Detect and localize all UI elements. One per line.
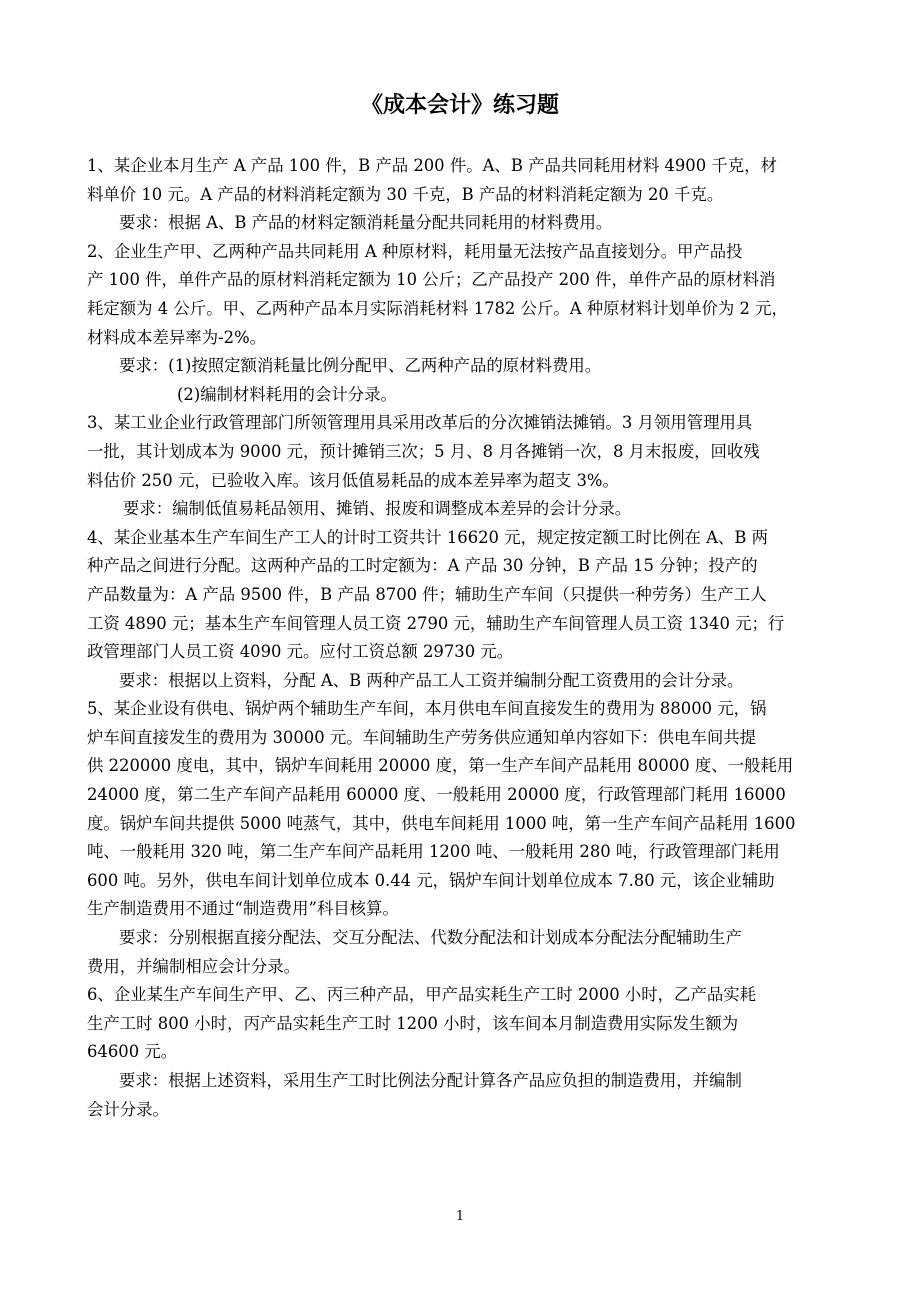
q3-requirement: 要求：编制低值易耗品领用、摊销、报废和调整成本差异的会计分录。 [123, 499, 632, 519]
q3-line-1: 3、某工业企业行政管理部门所领管理用具采用改革后的分次摊销法摊销。3 月领用管理用具 [87, 413, 753, 433]
page-number: 1 [455, 1209, 465, 1224]
q1-line-2: 料单价 10 元。A 产品的材料消耗定额为 30 千克，B 产品的材料消耗定额为 20 千克。 [87, 184, 724, 204]
q2-line-1: 2、企业生产甲、乙两种产品共同耗用 A 种原材料，耗用量无法按产品直接划分。甲产品投 [87, 241, 743, 261]
q6-line-3: 64600 元。 [87, 1042, 178, 1062]
q4-line-3: 产品数量为：A 产品 9500 件，B 产品 8700 件；辅助生产车间（只提供一种劳务）生产工人 [87, 584, 767, 604]
q2-line-2: 产 100 件，单件产品的原材料消耗定额为 10 公斤；乙产品投产 200 件，单件产品的原材料消 [87, 270, 776, 290]
q5-line-5: 度。锅炉车间共提供 5000 吨蒸气，其中，供电车间耗用 1000 吨，第一生产车间产品耗用 1600 [87, 813, 796, 833]
q2-line-4: 材料成本差异率为-2%。 [87, 327, 267, 347]
q6-line-1: 6、企业某生产车间生产甲、乙、丙三种产品，甲产品实耗生产工时 2000 小时，乙产品实耗 [87, 985, 757, 1005]
q6-requirement-1: 要求：根据上述资料，采用生产工时比例法分配计算各产品应负担的制造费用，并编制 [119, 1071, 742, 1090]
q2-requirement-1: 要求：(1)按照定额消耗量比例分配甲、乙两种产品的原材料费用。 [119, 356, 602, 376]
q5-requirement-1: 要求：分别根据直接分配法、交互分配法、代数分配法和计划成本分配法分配辅助生产 [119, 928, 742, 948]
q4-requirement: 要求：根据以上资料，分配 A、B 两种产品工人工资并编制分配工资费用的会计分录。 [119, 670, 744, 690]
q5-line-2: 炉车间直接发生的费用为 30000 元。车间辅助生产劳务供应通知单内容如下：供电车间共提 [87, 727, 757, 747]
q5-line-8: 生产制造费用不通过“制造费用”科目核算。 [87, 899, 399, 919]
q4-line-5: 政管理部门人员工资 4090 元。应付工资总额 29730 元。 [87, 642, 514, 662]
document-body [87, 152, 833, 1124]
q1-line-1: 1、某企业本月生产 A 产品 100 件，B 产品 200 件。A、B 产品共同耗用材料 4900 千克，材 [87, 156, 777, 175]
q2-line-3: 耗定额为 4 公斤。甲、乙两种产品本月实际消耗材料 1782 公斤。A 种原材料计划单价为 2 元， [87, 298, 788, 318]
q4-line-2: 种产品之间进行分配。这两种产品的工时定额为：A 产品 30 分钟，B 产品 15 分钟；投产的 [87, 556, 758, 576]
q5-line-6: 吨、一般耗用 320 吨，第二生产车间产品耗用 1200 吨、一般耗用 280 吨，行政管理部门耗用 [87, 842, 780, 862]
q1-requirement: 要求：根据 A、B 产品的材料定额消耗量分配共同耗用的材料费用。 [119, 213, 613, 233]
q4-line-4: 工资 4890 元；基本生产车间管理人员工资 2790 元，辅助生产车间管理人员工资 1340 元；行 [87, 613, 785, 633]
q5-requirement-2: 费用，并编制相应会计分录。 [87, 956, 301, 976]
q5-line-3: 供 220000 度电，其中，锅炉车间耗用 20000 度，第一生产车间产品耗用 80000 度、一般耗用 [87, 756, 794, 776]
q5-line-1: 5、某企业设有供电、锅炉两个辅助生产车间，本月供电车间直接发生的费用为 88000 元，锅 [87, 699, 767, 719]
q3-line-3: 料估价 250 元，已验收入库。该月低值易耗品的成本差异率为超支 3%。 [87, 470, 619, 490]
q5-line-4: 24000 度，第二生产车间产品耗用 60000 度、一般耗用 20000 度，行政管理部门耗用 16000 [87, 785, 786, 805]
q5-line-7: 600 吨。另外，供电车间计划单位成本 0.44 元，锅炉车间计划单位成本 7.80 元，该企业辅助 [87, 870, 775, 890]
q3-line-2: 一批，其计划成本为 9000 元，预计摊销三次；5 月、8 月各摊销一次，8 月末报废，回收残 [87, 441, 760, 461]
q2-requirement-2: (2)编制材料耗用的会计分录。 [177, 384, 397, 404]
q4-line-1: 4、某企业基本生产车间生产工人的计时工资共计 16620 元，规定按定额工时比例在 A、B 两 [87, 527, 768, 547]
q6-line-2: 生产工时 800 小时，丙产品实耗生产工时 1200 小时，该车间本月制造费用实际发生额为 [87, 1013, 739, 1033]
document-title: 《成本会计》练习题 [360, 92, 559, 118]
q6-requirement-2: 会计分录。 [87, 1099, 169, 1119]
